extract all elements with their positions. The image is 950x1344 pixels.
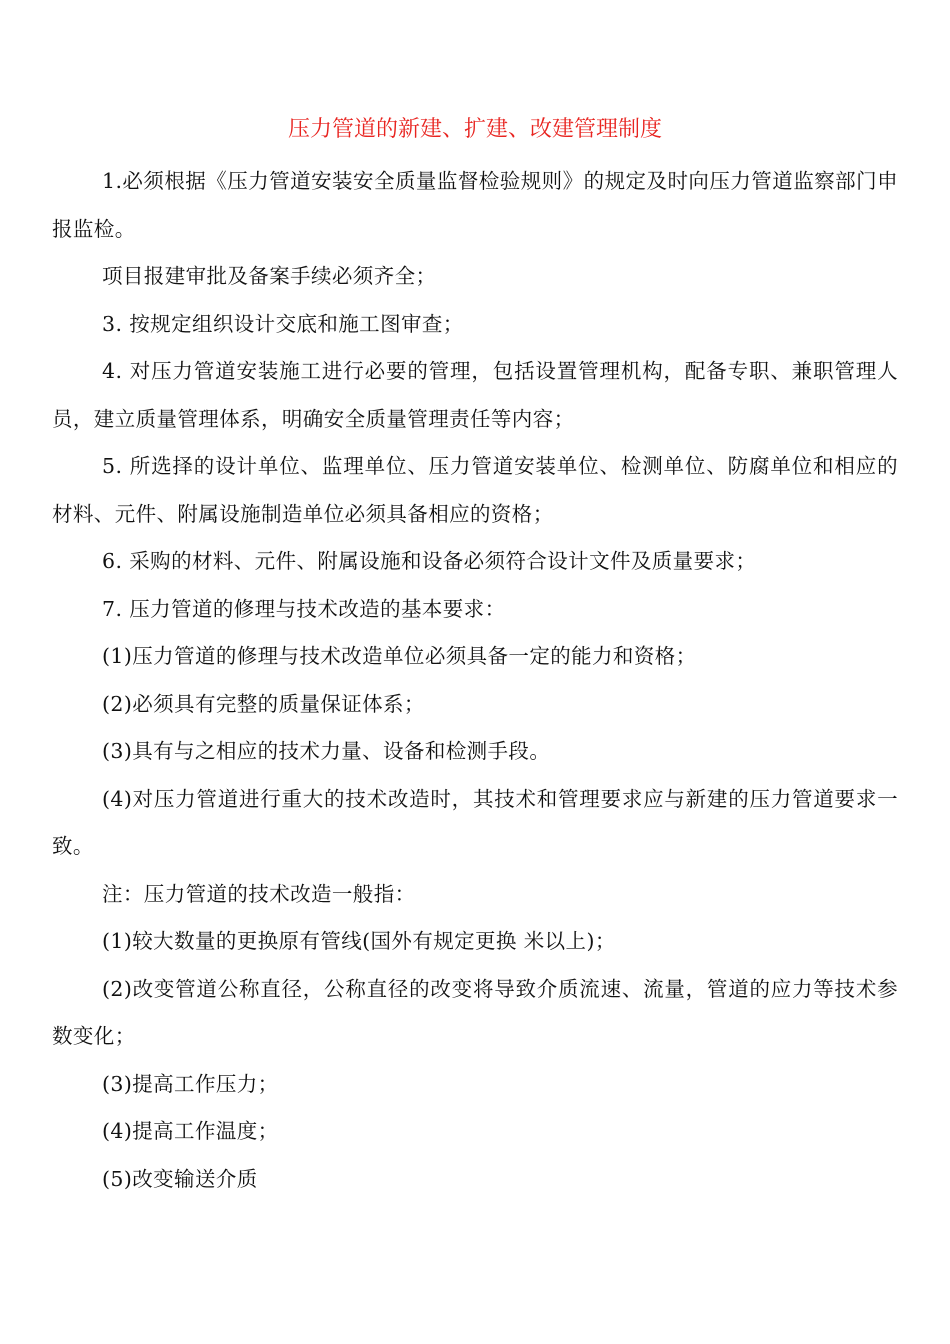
paragraph-16: (4)提高工作温度； [102, 1119, 279, 1143]
document-body [52, 158, 898, 1203]
paragraph-6: 6. 采购的材料、元件、附属设施和设备必须符合设计文件及质量要求； [102, 549, 757, 573]
paragraph-8: (1)压力管道的修理与技术改造单位必须具备一定的能力和资格； [102, 644, 697, 668]
paragraph-17: (5)改变输送介质 [102, 1166, 258, 1191]
paragraph-13: (1)较大数量的更换原有管线(国外有规定更换 米以上)； [102, 929, 616, 953]
paragraph-7: 7. 压力管道的修理与技术改造的基本要求： [102, 596, 506, 621]
paragraph-5: 5. 所选择的设计单位、监理单位、压力管道安装单位、检测单位、防腐单位和相应的材料、元件、附属设施制造单位必须具备相应的资格； [52, 454, 898, 526]
paragraph-10: (3)具有与之相应的技术力量、设备和检测手段。 [102, 739, 551, 763]
paragraph-14: (2)改变管道公称直径，公称直径的改变将导致介质流速、流量，管道的应力等技术参数变化； [52, 976, 898, 1048]
paragraph-11: (4)对压力管道进行重大的技术改造时，其技术和管理要求应与新建的压力管道要求一致。 [52, 786, 898, 858]
paragraph-4: 4. 对压力管道安装施工进行必要的管理，包括设置管理机构，配备专职、兼职管理人员，建立质量管理体系，明确安全质量管理责任等内容； [52, 359, 898, 431]
paragraph-9: (2)必须具有完整的质量保证体系； [102, 691, 425, 716]
document-title: 压力管道的新建、扩建、改建管理制度 [287, 117, 662, 142]
paragraph-3: 3. 按规定组织设计交底和施工图审查； [102, 311, 464, 336]
paragraph-15: (3)提高工作压力； [102, 1071, 279, 1096]
paragraph-1: 1.必须根据《压力管道安装安全质量监督检验规则》的规定及时向压力管道监察部门申报监检。 [52, 169, 898, 241]
paragraph-2: 项目报建审批及备案手续必须齐全； [102, 264, 437, 288]
paragraph-12: 注：压力管道的技术改造一般指： [102, 881, 416, 906]
